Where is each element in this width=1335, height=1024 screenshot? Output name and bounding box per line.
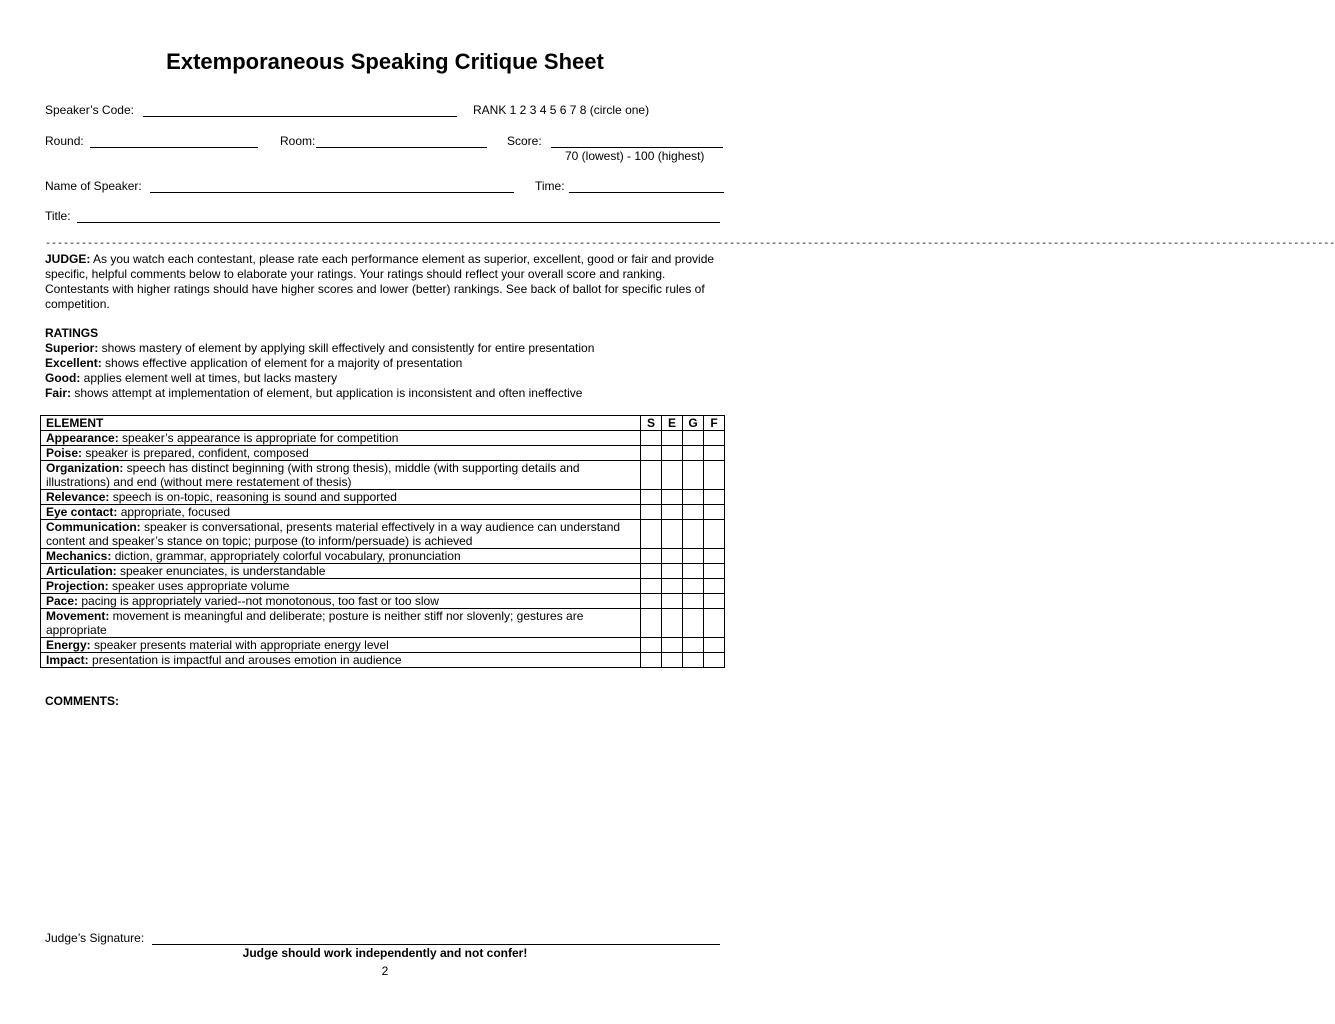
score-field[interactable] — [551, 147, 723, 148]
element-cell — [41, 638, 641, 653]
table-row — [41, 638, 725, 653]
rating-excellent — [45, 356, 725, 371]
rating-cell-excellent[interactable] — [662, 490, 683, 505]
rating-cell-excellent[interactable] — [662, 638, 683, 653]
rating-term: Excellent: — [45, 356, 102, 370]
rating-term: Fair: — [45, 386, 72, 400]
rating-cell-good[interactable] — [683, 609, 704, 638]
element-cell — [41, 490, 641, 505]
element-cell — [41, 609, 641, 638]
element-cell — [41, 549, 641, 564]
rating-cell-fair[interactable] — [704, 461, 725, 490]
comments-area[interactable] — [45, 712, 725, 922]
page-number: 2 — [381, 964, 389, 978]
element-description: speech has distinct beginning (with strong thesis), middle (with supporting details and illustrations) and end (without mere restatement of thesis) — [46, 461, 580, 489]
element-description: presentation is impactful and arouses emotion in audience — [88, 653, 402, 667]
element-description: appropriate, focused — [117, 505, 231, 519]
rating-cell-fair[interactable] — [704, 520, 725, 549]
rating-cell-fair[interactable] — [704, 594, 725, 609]
table-row — [41, 609, 725, 638]
judge-signature-label: Judge’s Signature: — [45, 931, 145, 945]
element-description: speech is on-topic, reasoning is sound and supported — [109, 490, 397, 504]
rating-cell-excellent[interactable] — [662, 579, 683, 594]
element-rating-table — [40, 415, 725, 668]
element-cell — [41, 446, 641, 461]
element-term: Appearance: — [46, 431, 119, 445]
element-cell — [41, 579, 641, 594]
rating-cell-good[interactable] — [683, 564, 704, 579]
rating-cell-superior[interactable] — [641, 490, 662, 505]
rating-desc: applies element well at times, but lacks mastery — [80, 371, 338, 385]
table-row — [41, 549, 725, 564]
table-row — [41, 431, 725, 446]
element-description: speaker enunciates, is understandable — [116, 564, 326, 578]
judge-instructions-text: As you watch each contestant, please rate each performance element as superior, excellent, good or fair and provide specific, helpful comments below to elaborate your ratings. Your ratings should reflect your overall score and ranking. Contestants with higher ratings should have higher scores and lower (better) rankings. See back of ballot for specific rules of competition. — [45, 252, 715, 311]
name-of-speaker-label: Name of Speaker: — [45, 179, 142, 193]
rating-cell-good[interactable] — [683, 549, 704, 564]
element-cell — [41, 461, 641, 490]
rating-cell-good[interactable] — [683, 505, 704, 520]
rating-cell-fair[interactable] — [704, 446, 725, 461]
rating-cell-superior[interactable] — [641, 653, 662, 668]
rating-cell-good[interactable] — [683, 520, 704, 549]
rating-cell-fair[interactable] — [704, 579, 725, 594]
element-cell — [41, 505, 641, 520]
rating-cell-fair[interactable] — [704, 490, 725, 505]
ratings-heading: RATINGS — [45, 326, 99, 340]
element-description: movement is meaningful and deliberate; posture is neither stiff nor slovenly; gestures are appropriate — [46, 609, 584, 637]
speakers-code-field[interactable] — [143, 116, 457, 117]
element-term: Energy: — [46, 638, 91, 652]
rating-cell-good[interactable] — [683, 446, 704, 461]
element-term: Organization: — [46, 461, 124, 475]
table-row — [41, 564, 725, 579]
column-header-excellent: E — [662, 416, 683, 431]
rating-cell-superior[interactable] — [641, 549, 662, 564]
name-of-speaker-field[interactable] — [150, 192, 514, 193]
column-header-good: G — [683, 416, 704, 431]
element-cell — [41, 431, 641, 446]
rating-good — [45, 371, 725, 386]
element-cell — [41, 564, 641, 579]
room-field[interactable] — [316, 147, 487, 148]
rating-cell-fair[interactable] — [704, 653, 725, 668]
table-row — [41, 579, 725, 594]
rating-desc: shows attempt at implementation of element, but application is inconsistent and often ineffective — [71, 386, 583, 400]
rating-cell-excellent[interactable] — [662, 549, 683, 564]
element-description: speaker presents material with appropriate energy level — [90, 638, 389, 652]
table-row — [41, 461, 725, 490]
table-row — [41, 653, 725, 668]
rating-cell-fair[interactable] — [704, 564, 725, 579]
table-row — [41, 594, 725, 609]
rating-cell-excellent[interactable] — [662, 520, 683, 549]
table-header-row — [41, 416, 725, 431]
rating-cell-excellent[interactable] — [662, 431, 683, 446]
element-description: diction, grammar, appropriately colorful vocabulary, pronunciation — [111, 549, 461, 563]
element-term: Projection: — [46, 579, 109, 593]
column-header-superior: S — [641, 416, 662, 431]
rating-cell-good[interactable] — [683, 579, 704, 594]
rating-cell-fair[interactable] — [704, 505, 725, 520]
page-title: Extemporaneous Speaking Critique Sheet — [166, 49, 604, 74]
element-term: Pace: — [46, 594, 79, 608]
dashed-separator: ----------------------------------------------------------------------------------------------------------------------------------------------------------------------------------------------------------------------- — [45, 239, 1335, 250]
rating-cell-excellent[interactable] — [662, 609, 683, 638]
rank-label: RANK 1 2 3 4 5 6 7 8 (circle one) — [473, 103, 650, 117]
rating-desc: shows mastery of element by applying skill effectively and consistently for entire presentation — [98, 341, 595, 355]
rating-cell-superior[interactable] — [641, 461, 662, 490]
element-cell — [41, 653, 641, 668]
time-field[interactable] — [569, 192, 724, 193]
element-description: speaker is prepared, confident, composed — [82, 446, 309, 460]
rating-cell-superior[interactable] — [641, 520, 662, 549]
speech-title-field[interactable] — [77, 222, 720, 223]
rating-cell-superior[interactable] — [641, 431, 662, 446]
element-cell — [41, 520, 641, 549]
judge-instructions — [45, 252, 725, 312]
table-row — [41, 446, 725, 461]
round-label: Round: — [45, 134, 84, 148]
column-header-fair: F — [704, 416, 725, 431]
table-row — [41, 505, 725, 520]
rating-cell-superior[interactable] — [641, 564, 662, 579]
rating-desc: shows effective application of element for a majority of presentation — [101, 356, 463, 370]
element-term: Poise: — [46, 446, 83, 460]
rating-cell-fair[interactable] — [704, 609, 725, 638]
comments-label: COMMENTS: — [45, 694, 119, 708]
ratings-legend — [45, 326, 725, 401]
element-term: Eye contact: — [46, 505, 118, 519]
rating-cell-excellent[interactable] — [662, 653, 683, 668]
rating-fair — [45, 386, 725, 401]
element-cell — [41, 594, 641, 609]
element-description: pacing is appropriately varied--not monotonous, too fast or too slow — [78, 594, 439, 608]
table-row — [41, 520, 725, 549]
judge-notice: Judge should work independently and not confer! — [242, 946, 528, 960]
score-label: Score: — [507, 134, 542, 148]
rating-cell-fair[interactable] — [704, 638, 725, 653]
rating-term: Good: — [45, 371, 81, 385]
column-header-element: ELEMENT — [41, 416, 641, 431]
rating-term: Superior: — [45, 341, 99, 355]
rating-cell-excellent[interactable] — [662, 564, 683, 579]
room-label: Room: — [280, 134, 316, 148]
element-term: Relevance: — [46, 490, 110, 504]
rating-cell-good[interactable] — [683, 461, 704, 490]
rating-cell-excellent[interactable] — [662, 594, 683, 609]
rating-cell-superior[interactable] — [641, 579, 662, 594]
score-range-note: 70 (lowest) - 100 (highest) — [565, 149, 705, 163]
element-term: Movement: — [46, 609, 110, 623]
judge-label: JUDGE: — [45, 252, 91, 266]
rating-cell-fair[interactable] — [704, 431, 725, 446]
round-field[interactable] — [90, 147, 258, 148]
rating-cell-good[interactable] — [683, 490, 704, 505]
rating-cell-good[interactable] — [683, 653, 704, 668]
element-term: Impact: — [46, 653, 89, 667]
element-description: speaker is conversational, presents material effectively in a way audience can understand content and speaker’s stance on topic; purpose (to inform/persuade) is achieved — [46, 520, 621, 548]
table-row — [41, 490, 725, 505]
rating-cell-superior[interactable] — [641, 594, 662, 609]
element-description: speaker’s appearance is appropriate for competition — [118, 431, 399, 445]
element-description: speaker uses appropriate volume — [108, 579, 290, 593]
judge-signature-field[interactable] — [152, 944, 720, 945]
rating-cell-superior[interactable] — [641, 638, 662, 653]
rating-cell-excellent[interactable] — [662, 446, 683, 461]
rating-cell-excellent[interactable] — [662, 505, 683, 520]
rating-cell-good[interactable] — [683, 594, 704, 609]
rating-cell-good[interactable] — [683, 431, 704, 446]
time-label: Time: — [535, 179, 565, 193]
element-term: Mechanics: — [46, 549, 112, 563]
element-term: Articulation: — [46, 564, 117, 578]
rating-cell-superior[interactable] — [641, 609, 662, 638]
speakers-code-label: Speaker’s Code: — [45, 103, 134, 117]
element-term: Communication: — [46, 520, 141, 534]
title-label: Title: — [45, 209, 71, 223]
rating-cell-superior[interactable] — [641, 446, 662, 461]
rating-cell-good[interactable] — [683, 638, 704, 653]
rating-cell-fair[interactable] — [704, 549, 725, 564]
rating-superior — [45, 341, 725, 356]
rating-cell-superior[interactable] — [641, 505, 662, 520]
rating-cell-excellent[interactable] — [662, 461, 683, 490]
